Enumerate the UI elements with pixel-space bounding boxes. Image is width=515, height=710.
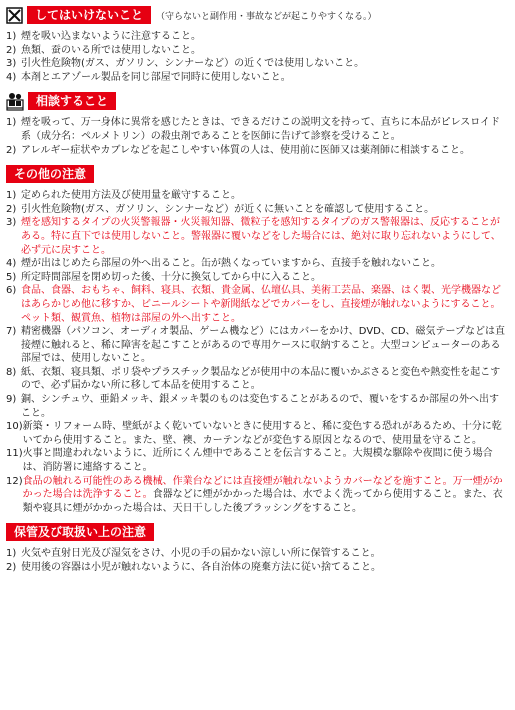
item-number: 6) — [6, 285, 17, 297]
prohibitions-note: （守らないと副作用・事故などが起こりやすくなる。） — [156, 11, 377, 22]
list-item — [6, 144, 509, 158]
item-text: 使用後の容器は小児が触れないように、各自治体の廃棄方法に従い捨てること。 — [21, 562, 381, 573]
list-item — [6, 561, 509, 575]
list-item — [6, 216, 509, 257]
other-notes-header — [6, 163, 509, 185]
item-number: 4) — [6, 71, 17, 83]
list-item — [6, 393, 509, 420]
storage-title: 保管及び取扱い上の注意 — [6, 523, 154, 541]
item-number: 2) — [6, 203, 17, 215]
prohibitions-list — [6, 30, 509, 84]
item-text: 精密機器（パソコン、オーディオ製品、ゲーム機など）にはカバーをかけ、DVD、CD、磁気テープなどは直接煙に触れると、稀に障害を起こすことがあるので専用ケースに収納すること。大型コンピューターのある部屋では、使用しないこと。 — [21, 326, 506, 365]
item-text: 引火性危険物(ガス、ガソリン、シンナーなど）が近くに無いことを確認して使用すること。 — [21, 203, 435, 215]
list-item — [6, 366, 509, 393]
item-number: 1) — [6, 117, 17, 129]
list-item — [6, 116, 509, 143]
prohibitions-title: してはいけないこと — [27, 6, 151, 24]
item-text: 火事と間違われないように、近所にくん煙中であることを伝言すること。大規模な駆除や夜間に使う場合は、消防署に連絡すること。 — [22, 448, 493, 474]
item-number: 5) — [6, 271, 17, 283]
item-number: 10) — [6, 421, 23, 433]
consultation-header — [6, 90, 509, 112]
item-text: 定められた使用方法及び使用量を厳守すること。 — [21, 190, 241, 202]
consultation-title: 相談すること — [28, 92, 116, 110]
item-text: 煙を吸い込まないように注意すること。 — [21, 31, 201, 42]
item-text-warning: 食品の触れる可能性のある機械、作業台などには直接煙が触れないようカバーなどを施すこと。万一煙がかかった場合は洗浄すること。 — [22, 475, 503, 501]
item-number: 9) — [6, 394, 17, 406]
item-number: 2) — [6, 144, 17, 156]
item-text-warning: 食品、食器、おもちゃ、飼料、寝具、衣類、貴金属、仏壇仏具、美術工芸品、楽器、はく製、光学機器などはあらかじめ他に移すか、ビニールシートや新聞紙などでカバーをし、直接煙が触れないようにすること。ペット類、観賞魚、植物は部屋の外へ出すこと。 — [21, 285, 501, 324]
item-number: 3) — [6, 217, 17, 229]
list-item — [6, 203, 509, 217]
list-item — [6, 420, 509, 447]
list-item — [6, 447, 509, 474]
list-item — [6, 325, 509, 366]
item-text-warning: 煙を感知するタイプの火災警報器・火災報知器、微粒子を感知するタイプのガス警報器は、反応することがある。特に直下では使用しないこと。警報器に覆いなどをした場合には、絶対に取り忘れないようにして、必ず元に戻すこと。 — [21, 217, 501, 256]
list-item — [6, 71, 509, 85]
item-number: 2) — [6, 562, 17, 573]
list-item — [6, 475, 509, 516]
item-text: 新築・リフォーム時、壁紙がよく乾いていないときに使用すると、稀に変色する恐れがあるため、十分に乾いてから使用すること。また、壁、襖、カーテンなどが変色する原因となるので、使用量を守ること。 — [22, 421, 502, 446]
item-number: 1) — [6, 548, 17, 560]
item-number: 2) — [6, 44, 17, 56]
item-text: 煙が出はじめたら部屋の外へ出ること。缶が熱くなっていますから、直接手を触れないこと。 — [21, 258, 441, 270]
other-notes-list — [6, 189, 509, 515]
item-text: 火気や直射日光及び湿気をさけ、小児の手の届かない涼しい所に保管すること。 — [21, 548, 381, 560]
item-number: 8) — [6, 366, 17, 378]
item-number: 12) — [6, 475, 23, 487]
item-text: 所定時間部屋を閉め切った後、十分に換気してから中に入ること。 — [21, 271, 321, 283]
item-text: 引火性危険物(ガス、ガソリン、シンナーなど）の近くでは使用しないこと。 — [21, 58, 365, 70]
list-item — [6, 257, 509, 271]
consultation-icon — [6, 91, 24, 111]
prohibitions-header — [6, 4, 509, 26]
list-item — [6, 547, 509, 561]
item-text — [23, 475, 509, 516]
item-number: 1) — [6, 31, 17, 42]
item-number: 1) — [6, 190, 17, 202]
item-text: 銅、シンチュウ、亜鉛メッキ、銀メッキ製のものは変色することがあるので、覆いをするか部屋の外へ出すこと。 — [21, 394, 500, 419]
storage-header — [6, 521, 509, 543]
list-item — [6, 189, 509, 203]
item-text: 魚類、蚕のいる所では使用しないこと。 — [21, 44, 201, 56]
consultation-list — [6, 116, 509, 157]
list-item — [6, 44, 509, 58]
list-item — [6, 284, 509, 325]
list-item — [6, 30, 509, 44]
storage-list — [6, 547, 509, 574]
item-text: 紙、衣類、寝具類、ポリ袋やプラスチック製品などが使用中の本品に覆いかぶさると変色や熱変性を起こすので、必ず届かない所に移して本品を使用すること。 — [21, 366, 501, 392]
prohibited-x-icon — [6, 7, 23, 24]
item-number: 4) — [6, 258, 17, 270]
item-number: 3) — [6, 58, 17, 70]
list-item — [6, 57, 509, 71]
item-text: 本剤とエアゾール製品を同じ部屋で同時に使用しないこと。 — [21, 71, 291, 83]
list-item — [6, 271, 509, 285]
item-text: 煙を吸って、万一身体に異常を感じたときは、できるだけこの説明文を持って、直ちに本品がピレスロイド系（成分名：ペルメトリン）の殺虫剤であることを医師に告げて診察を受けること。 — [21, 117, 500, 142]
item-number: 7) — [6, 326, 17, 338]
item-text-normal: 食器などに煙がかかった場合は、水でよく洗ってから使用すること。また、衣類や寝具に煙がかかった場合は、天日干しした後ブラッシングをすること。 — [22, 489, 503, 514]
item-text: アレルギー症状やカブレなどを起こしやすい体質の人は、使用前に医師又は薬剤師に相談すること。 — [21, 144, 470, 156]
item-number: 11) — [6, 448, 23, 460]
other-notes-title: その他の注意 — [6, 165, 94, 183]
